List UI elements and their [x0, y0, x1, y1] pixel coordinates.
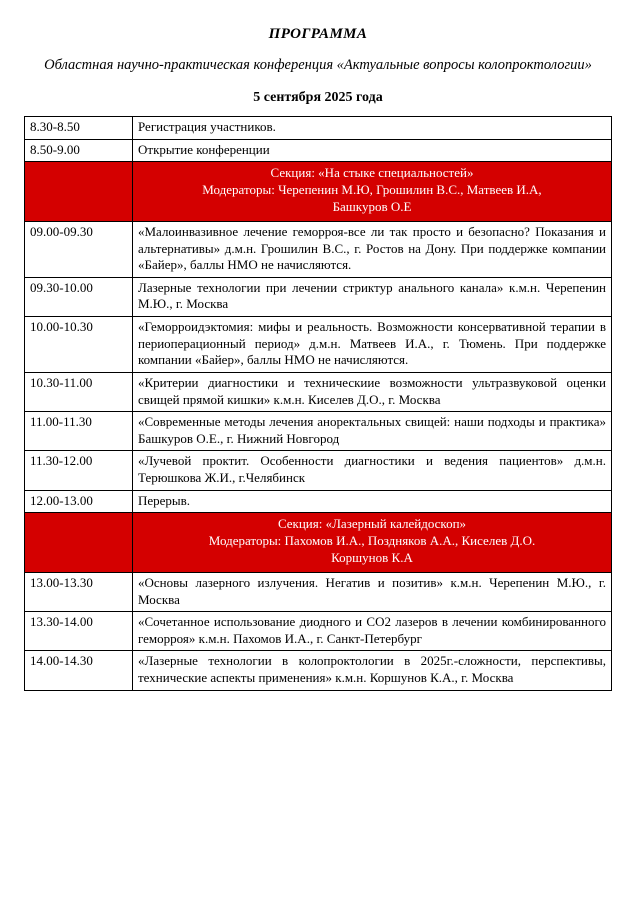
table-row: [25, 221, 612, 277]
session-time-cell: 11.30-12.00: [25, 451, 133, 490]
document-subtitle: Областная научно-практическая конференция «Актуальные вопросы колопроктологии»: [44, 57, 592, 73]
table-row: [25, 139, 612, 162]
section-line: Модераторы: Черепенин М.Ю, Грошилин В.С., Матвеев И.А,: [202, 182, 542, 198]
section-spacer-cell: [25, 513, 133, 573]
table-row: [25, 412, 612, 451]
table-row: [25, 372, 612, 411]
session-time-cell: 09.00-09.30: [25, 221, 133, 277]
section-line: Модераторы: Пахомов И.А., Поздняков А.А., Киселев Д.О.: [208, 533, 536, 549]
document-date: 5 сентября 2025 года: [253, 90, 383, 106]
session-description-cell: «Основы лазерного излучения. Негатив и позитив» к.м.н. Черепенин М.Ю., г. Москва: [133, 572, 612, 611]
session-description-cell: «Геморроидэктомия: мифы и реальность. Возможности консервативной терапии в периоперационный период» д.м.н. Матвеев И.А., г. Тюмень. При поддержке компании «Байер», баллы НМО не начисляются.: [133, 317, 612, 373]
session-description-cell: «Сочетанное использование диодного и СО2 лазеров в лечении комбинированного геморроя» к.м.н. Пахомов И.А., г. Санкт-Петербург: [133, 612, 612, 651]
session-description-cell: «Лучевой проктит. Особенности диагностики и ведения пациентов» д.м.н. Терюшкова Ж.И., г.Челябинск: [133, 451, 612, 490]
section-line: Секция: «Лазерный калейдоскоп»: [277, 516, 467, 532]
session-description-cell: «Критерии диагностики и техническиие возможности ультразвуковой оценки свищей прямой кишки» к.м.н. Киселев Д.О., г. Москва: [133, 372, 612, 411]
table-row: [25, 572, 612, 611]
session-description-cell: «Лазерные технологии в колопроктологии в 2025г.-сложности, перспективы, технические аспекты применения» к.м.н. Коршунов К.А., г. Москва: [133, 651, 612, 690]
table-row: [25, 651, 612, 690]
section-header-row: [25, 162, 612, 222]
section-line: Секция: «На стыке специальностей»: [270, 165, 474, 181]
section-header-row: [25, 513, 612, 573]
session-time-cell: 8.50-9.00: [25, 139, 133, 162]
session-description-cell: «Современные методы лечения аноректальных свищей: наши подходы и практика» Башкуров О.Е., г. Нижний Новгород: [133, 412, 612, 451]
section-title-cell: [133, 162, 612, 222]
program-table: [24, 116, 612, 691]
section-spacer-cell: [25, 162, 133, 222]
session-time-cell: 12.00-13.00: [25, 490, 133, 513]
session-description-cell: Перерыв.: [133, 490, 612, 513]
session-time-cell: 8.30-8.50: [25, 117, 133, 140]
table-row: [25, 612, 612, 651]
table-row: [25, 317, 612, 373]
session-description-cell: «Малоинвазивное лечение геморроя-все ли так просто и безопасно? Показания и альтернативы» д.м.н. Грошилин В.С., г. Ростов на Дону. При поддержке компании «Байер», баллы НМО не начисляются.: [133, 221, 612, 277]
session-description-cell: Открытие конференции: [133, 139, 612, 162]
table-row: [25, 451, 612, 490]
session-time-cell: 10.00-10.30: [25, 317, 133, 373]
session-time-cell: 13.00-13.30: [25, 572, 133, 611]
session-time-cell: 10.30-11.00: [25, 372, 133, 411]
session-time-cell: 14.00-14.30: [25, 651, 133, 690]
section-line: Башкуров О.Е: [332, 199, 412, 215]
table-row: [25, 490, 612, 513]
session-time-cell: 09.30-10.00: [25, 277, 133, 316]
session-time-cell: 11.00-11.30: [25, 412, 133, 451]
page-title: ПРОГРАММА: [268, 26, 368, 42]
session-description-cell: Лазерные технологии при лечении стриктур анального канала» к.м.н. Черепенин М.Ю., г. Москва: [133, 277, 612, 316]
session-time-cell: 13.30-14.00: [25, 612, 133, 651]
program-table-body: [25, 117, 612, 691]
table-row: [25, 117, 612, 140]
section-title-cell: [133, 513, 612, 573]
table-row: [25, 277, 612, 316]
section-line: Коршунов К.А: [331, 550, 413, 566]
session-description-cell: Регистрация участников.: [133, 117, 612, 140]
